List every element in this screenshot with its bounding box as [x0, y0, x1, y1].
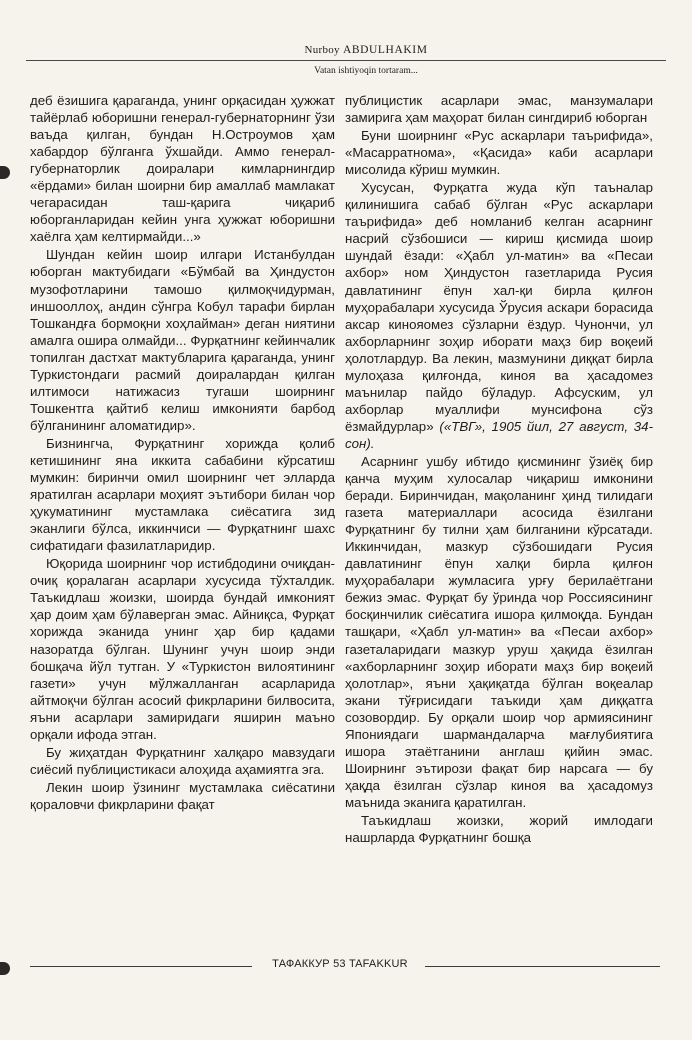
header-rule — [26, 60, 666, 61]
paragraph — [345, 179, 653, 452]
footer-text: ТАФАККУР 53 TAFAKKUR — [272, 958, 408, 970]
paragraph: деб ёзишига қараганда, унинг орқасидан ҳужжат тайёрлаб юборишни генерал-губернаторнинг ўзи ваъда қилган, бундан Н.Остроумов ҳам хабардор бўлганга ўхшайди. Аммо генерал-губернаторлик доиралари кимларнингдир «ёрдами» билан шоирни бир амаллаб мамлакат чегарасидан таш-қарига чиқариб юборганларидан кейин унга ҳужжат юборишни хаёлга ҳам келтирмайди...» — [30, 93, 335, 245]
running-header — [26, 42, 666, 82]
paragraph: Юқорида шоирнинг чор истибдодини очиқдан-очиқ қоралаган асарлари хусусида тўхталдик. Таъкидлаш жоизки, шоирда бундай имконият ҳар доим ҳам бўлаверган эмас. Айниқса, Фурқат хорижда эканида унинг ҳар бир қадами назоратда бўлган. Шунинг учун шоир энди бошқача йўл тутган. У «Туркистон вилоятининг газети» учун мўлжалланган асарларида айтмоқчи бўлган асосий фикрларини билвосита, яъни асарлари замиридаги яширин маъно орқали ифода этган. — [30, 556, 335, 742]
paragraph: Лекин шоир ўзининг мустамлака сиёсатини қораловчи фикрларини фақат — [30, 779, 335, 812]
citation: («ТВГ», 1905 йил, 27 август, 34-сон). — [345, 418, 653, 451]
author-surname: ABDULHAKIM — [342, 44, 428, 56]
binding-hole — [0, 166, 10, 179]
header-subtitle: Vatan ishtiyoqin tortaram... — [314, 66, 418, 76]
page-footer — [0, 958, 692, 974]
footer-rule-right — [425, 966, 660, 967]
author-first-name: Nurboy — [304, 44, 340, 56]
paragraph: публицистик асарлари эмас, манзумалари замирига ҳам маҳорат билан сингдириб юборган — [345, 93, 653, 126]
paragraph: Шундан кейин шоир илгари Истанбулдан юборган мактубидаги «Бўмбай ва Ҳиндустон музофотларини тамошо қилмоқчидурман, иншооллоҳ, андин сўнгра Кобул тарафи бирлан Тошкандға бормоқни хоҳлайман» деган ниятини амалга ошира олмайди... Фурқатнинг кейинчалик топилган дастхат мактубларига қараганда, унинг Туркистондаги расмий доиралардан қилган илтимоси натижасиз тугаши шоирнинг Тошкентга қайтиб келиш имконияти барбод бўлганининг аломатидир». — [30, 247, 335, 433]
paragraph: Бу жиҳатдан Фурқатнинг халқаро мавзудаги сиёсий публицистикаси алоҳида аҳамиятга эга. — [30, 744, 335, 777]
paragraph: Буни шоирнинг «Рус аскарлари таърифида», «Масарратнома», «Қасида» каби асарлари мисолида кўриш мумкин. — [345, 128, 653, 178]
left-column — [30, 92, 335, 813]
quote-text: Хусусан, Фурқатга жуда кўп таъналар қилинишига сабаб бўлган «Рус аскарлари таърифида» деб номланиб келган асарнинг насрий сўзбошиси — кириш қисмида шоир шундай ёзади: «Ҳабл ул-матин» ва «Песаи ахбор» ном Ҳиндустон газетларида Русия давлатининг ёпун хал-қи бирла қилғон муҳорабалари хусусида Ўрусия аскари борасида аксар кинояомез сўзларни ёздур. Чунончи, ул ахборларнинг зоҳир иборати маҳз бир воқеий ҳолотлардур. Ва лекин, мазмунини диққат бирла мулоҳаза қилғонда, киноя ва ҳасадомез маънилар пайдо бўладур. Афсуским, ул ахборлар муаллифи мунсифона сўз ёзмайдурлар» — [345, 180, 653, 434]
paragraph: Таъкидлаш жоизки, жорий имлодаги нашрларда Фурқатнинг бошқа — [345, 812, 653, 846]
header-author — [66, 42, 666, 58]
footer-rule-left — [30, 966, 252, 967]
right-column — [345, 92, 653, 846]
paragraph: Асарнинг ушбу ибтидо қисмининг ўзиёқ бир қанча муҳим хулосалар чиқариш имконини беради. Биринчидан, мақоланинг ҳинд тилидаги газета материаллари асосида ёзилгани Фурқатнинг бу тилни ҳам билганини кўрсатади. Иккинчидан, мазкур сўзбошидаги Русия давлатининг ёпун халқи бирла қилғон муҳорабалари жумласига урғу берилаётгани бежиз эмас. Фурқат бу ўринда чор Россиясининг босқинчилик сиёсатига ишора қилмоқда. Бундан ташқари, «Ҳабл ул-матин» ва «Песаи ахбор» газеталаридаги мазкур уруш ҳақида ёзилган «ахборларнинг зоҳир иборати маҳз бир воқеий ҳолотлар», яъни ҳақиқатда бўлган воқеалар экани тўғрисидаги таъкиди ҳам диққатга созовордир. Бу орқали шоир чор армиясининг Япониядаги шармандаларча мағлубиятига ишора этаётганини англаш қийин эмас. Шоирнинг эътирози фақат бир нарсага — бу ҳақда ёзилган сўзлар киноя ва ҳасадомуз маънида эканига қаратилган. — [345, 453, 653, 810]
paragraph: Бизнингча, Фурқатнинг хорижда қолиб кетишининг яна иккита сабабини кўрсатиш мумкин: биринчи омил шоирнинг чет элларда яратилган асарлари моҳият эътибори билан чор ҳукуматининг мустамлака сиёсатига зид эканлиги бўлса, иккинчиси — Фурқатнинг шахс сифатидаги фазилатларидир. — [30, 435, 335, 554]
